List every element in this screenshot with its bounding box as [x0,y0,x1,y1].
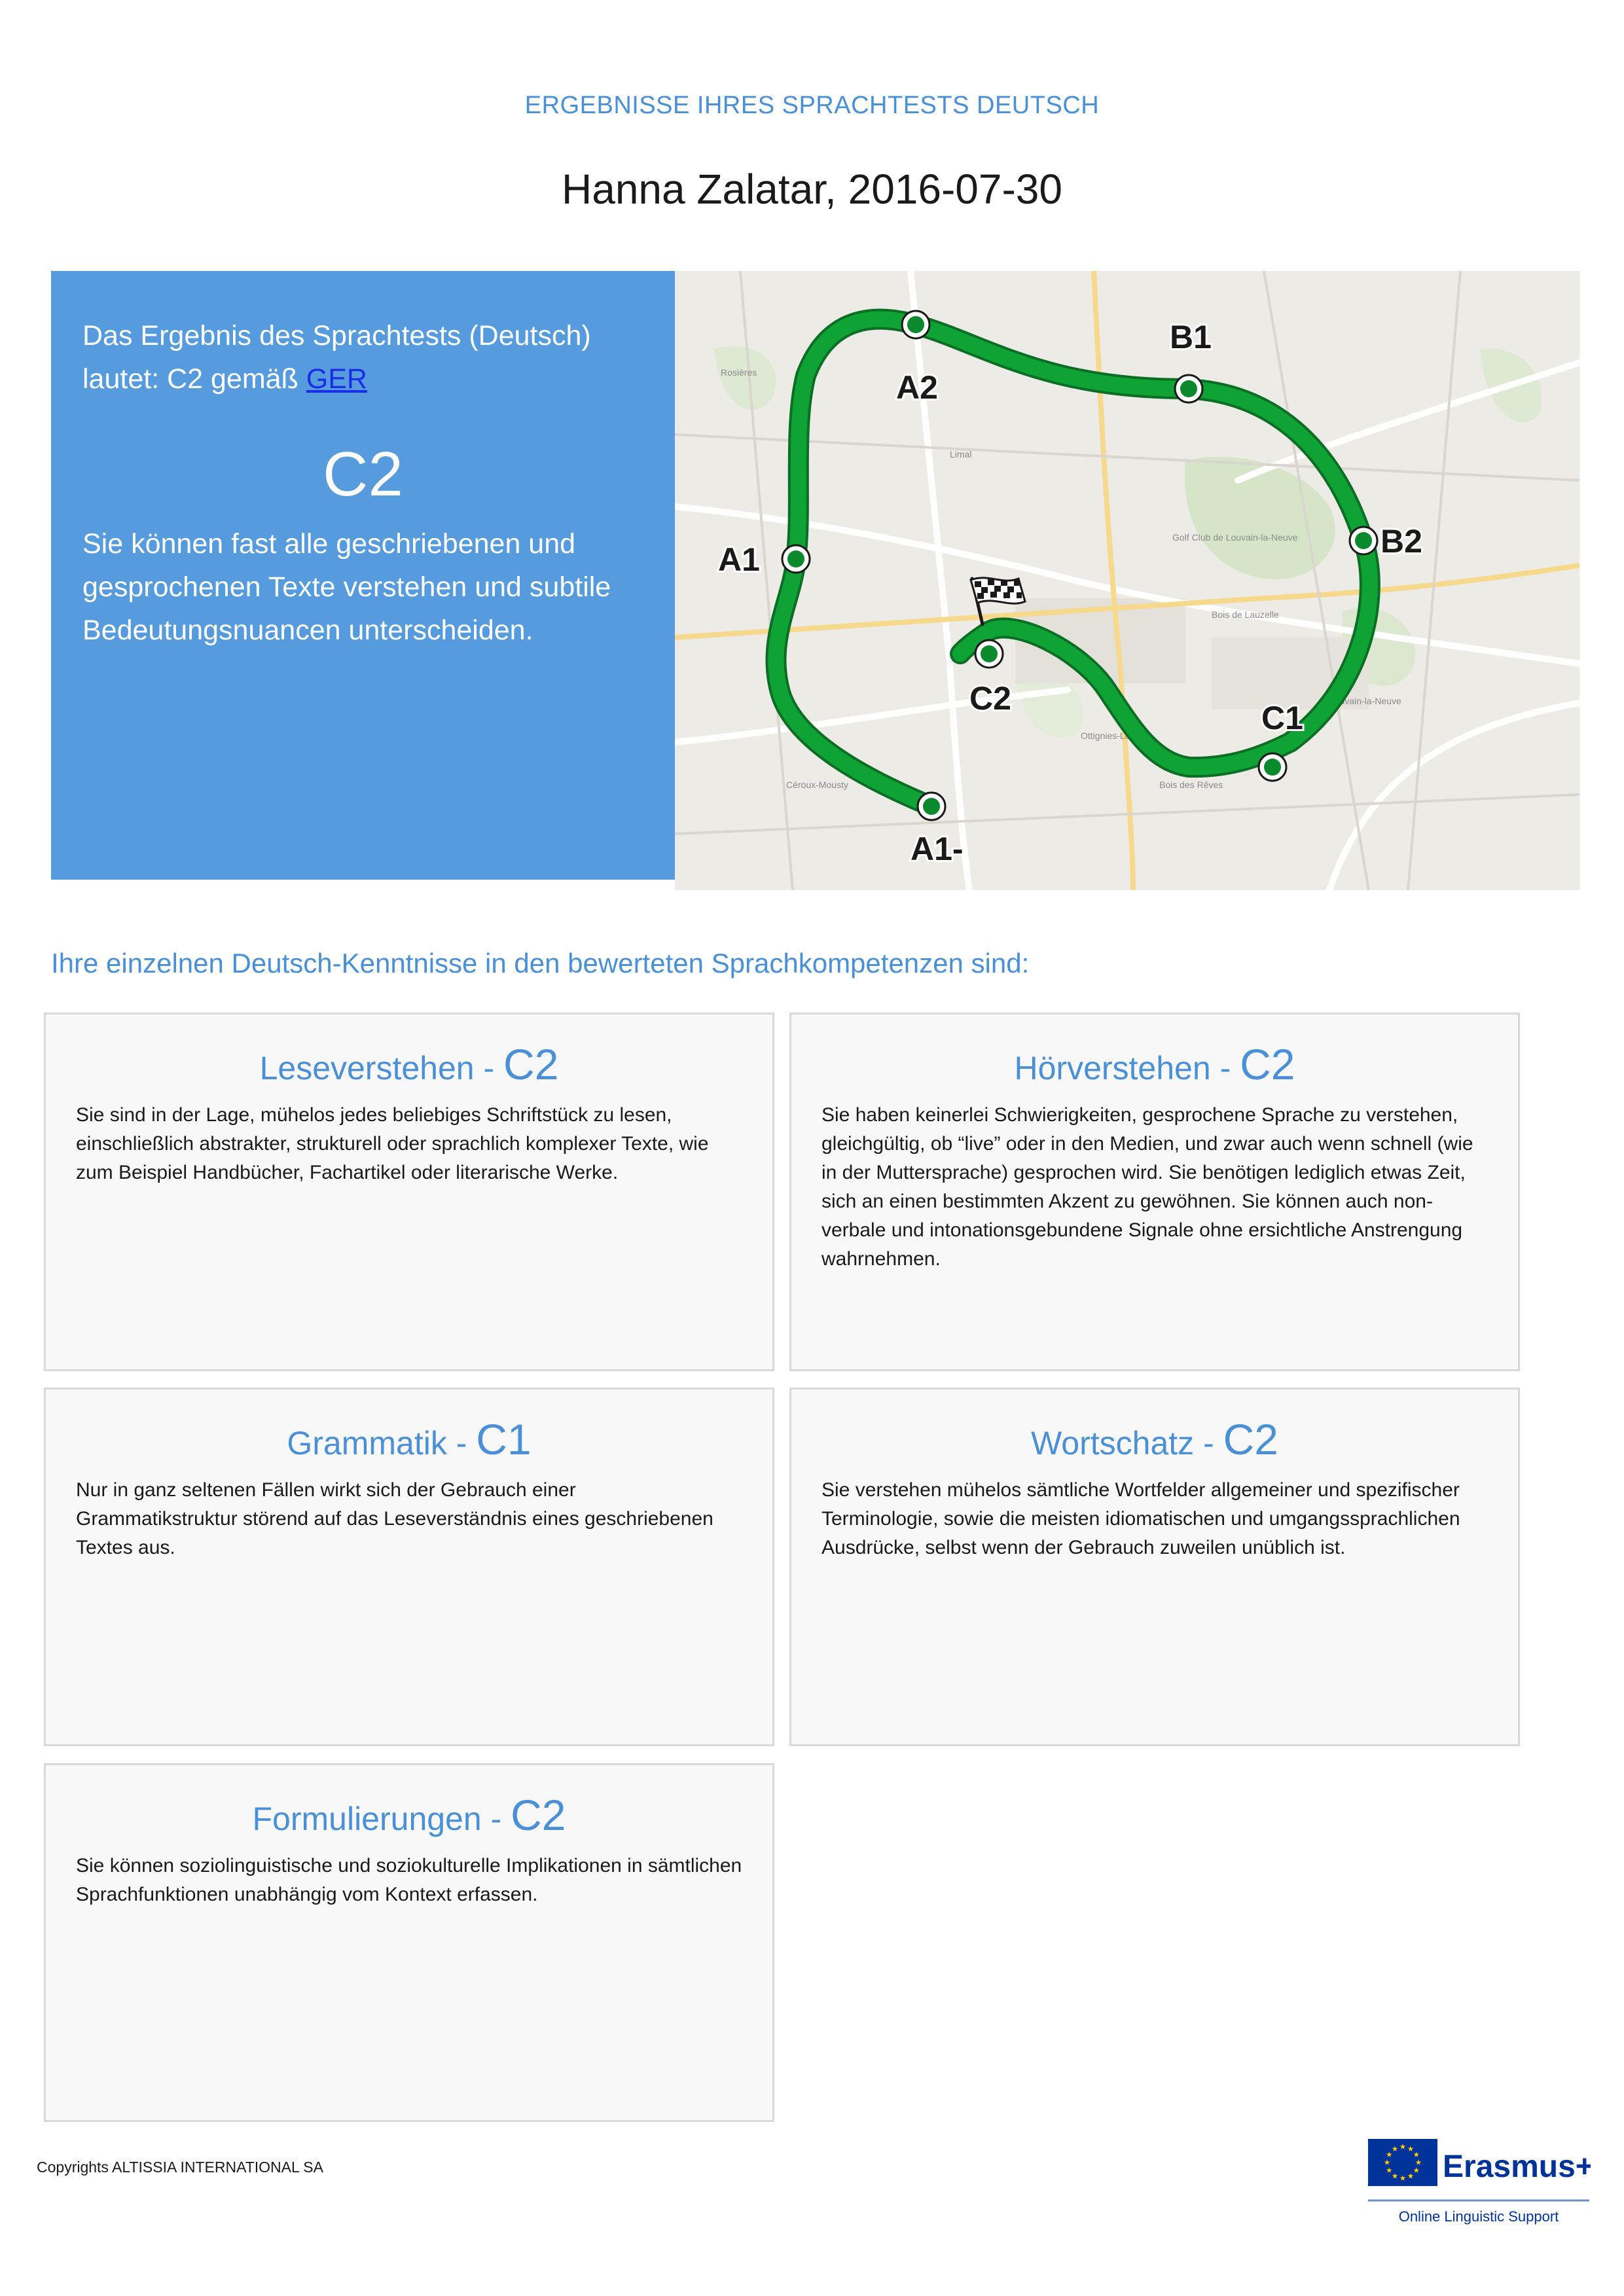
card-title [46,1790,772,1840]
ger-link[interactable]: GER [306,363,367,395]
result-intro-text: Das Ergebnis des Sprachtests (Deutsch) lautet: C2 gemäß [82,320,591,395]
copyright-notice: Copyrights ALTISSIA INTERNATIONAL SA [37,2159,323,2176]
checkpoint-a1 [782,545,810,573]
competency-description: Sie verstehen mühelos sämtliche Wortfelder allgemeiner und spezifischer Terminologie, sowie die meisten idiomatischen und umgangssprachlichen Ausdrücke, selbst wenn der Gebrauch zuweilen unüblich ist. [821,1479,1460,1558]
logo-tagline: Online Linguistic Support [1398,2208,1559,2225]
level-label-a1-minus: A1- [911,831,964,867]
competency-name: Wortschatz [1031,1425,1195,1462]
competency-level: C2 [1223,1415,1278,1463]
competency-level: C2 [503,1040,559,1088]
title-separator: - [474,1050,504,1086]
level-label-b2: B2 [1380,523,1422,560]
report-title: ERGEBNISSE IHRES SPRACHTESTS DEUTSCH [524,92,1100,119]
map-label: Rosières [721,367,757,378]
level-label-a1: A1 [718,541,760,578]
title-separator: - [1210,1050,1240,1086]
checkpoint-a1-minus [918,793,945,820]
overall-level: C2 [323,439,403,509]
competency-card-hoerverstehen [789,1013,1520,1371]
map-label: Céroux-Mousty [786,780,848,790]
title-separator: - [1194,1425,1223,1462]
route-map-graphic [675,271,1579,890]
card-title [791,1039,1518,1089]
checkpoint-a2 [902,311,929,338]
competency-description: Sie sind in der Lage, mühelos jedes beliebiges Schriftstück zu lesen, einschließlich abstrakter, strukturell oder sprachlich komplexer Texte, wie zum Beispiel Handbücher, Fachartikel oder literarische Werke. [76,1104,709,1183]
competency-description: Sie haben keinerlei Schwierigkeiten, gesprochene Sprache zu verstehen, gleichgültig, ob “live” oder in den Medien, und zwar auch wenn schnell (wie in der Muttersprache) gesprochen wird. Sie benötigen lediglich etwas Zeit, sich an einen bestimmten Akzent zu gewöhnen. Sie können auch non-verbale und intonationsgebundene Signale ohne ersichtliche Anstrengung wahrnehmen. [821,1104,1473,1270]
checkpoint-b1 [1175,375,1202,403]
checkpoint-b2 [1350,527,1377,554]
level-route-map [675,271,1579,890]
level-label-c1: C1 [1261,700,1303,736]
competency-name: Formulierungen [252,1801,482,1837]
competency-name: Leseverstehen [259,1050,475,1086]
map-label: Golf Club de Louvain-la-Neuve [1172,532,1298,543]
competency-card-formulierungen [44,1763,774,2122]
result-intro [82,314,645,401]
competency-name: Hörverstehen [1014,1050,1211,1086]
map-label: Bois des Rêves [1159,780,1223,790]
map-label: Limal [950,449,972,459]
competency-description: Nur in ganz seltenen Fällen wirkt sich der Gebrauch einer Grammatikstruktur störend auf das Leseverständnis eines geschriebenen Textes aus. [76,1479,713,1558]
competency-level: C1 [476,1415,532,1463]
competencies-intro: Ihre einzelnen Deutsch-Kenntnisse in den bewerteten Sprachkompetenzen sind: [51,948,1030,978]
competency-name: Grammatik [287,1425,447,1462]
erasmus-wordmark: Erasmus+ [1443,2149,1591,2184]
competency-card-leseverstehen [44,1013,774,1371]
result-description: Sie können fast alle geschriebenen und gesprochenen Texte verstehen und subtile Bedeutungsnuancen unterscheiden. [82,528,611,646]
card-title [46,1414,772,1464]
erasmus-plus-logo [1368,2135,1591,2233]
result-summary-panel [51,271,675,880]
level-label-c2: C2 [969,680,1011,717]
competency-card-wortschatz [789,1388,1520,1746]
title-separator: - [481,1801,511,1837]
competency-description: Sie können soziolinguistische und soziokulturelle Implikationen in sämtlichen Sprachfunktionen unabhängig vom Kontext erfassen. [76,1855,742,1905]
checkpoint-c1 [1259,753,1286,781]
candidate-name-date: Hanna Zalatar, 2016-07-30 [562,166,1062,213]
map-label: Louvain-la-Neuve [1329,696,1401,706]
competency-level: C2 [511,1791,566,1839]
competency-card-grammatik [44,1388,774,1746]
checkpoint-c2 [975,640,1003,668]
level-label-a2: A2 [896,369,938,406]
title-separator: - [446,1425,477,1462]
card-title [46,1039,772,1089]
card-title [791,1414,1518,1464]
competency-level: C2 [1240,1040,1295,1088]
map-label: Bois de Lauzelle [1212,609,1279,620]
level-label-b1: B1 [1170,319,1212,355]
map-label: Ottignies-Louvain [1081,730,1152,741]
